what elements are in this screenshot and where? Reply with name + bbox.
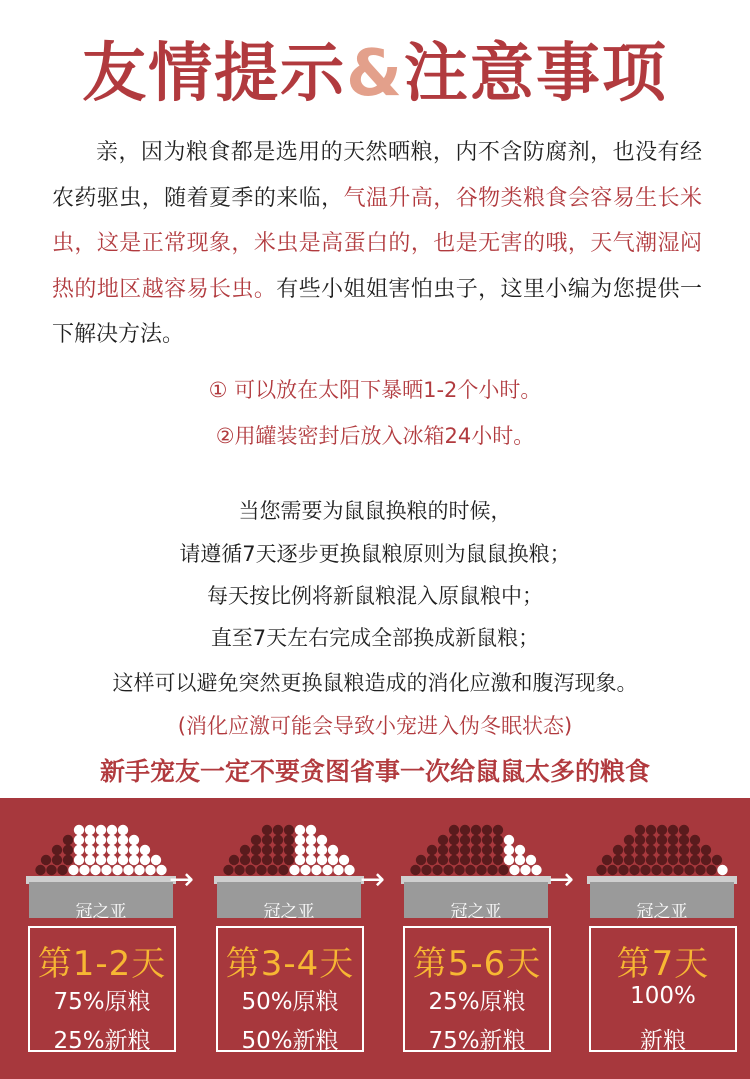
new-food-pellet [646, 825, 656, 835]
new-food-pellet [493, 855, 503, 865]
new-food-pellet [229, 855, 239, 865]
old-food-pellet [96, 825, 106, 835]
old-food-pellet [74, 835, 84, 845]
new-food-pellet [284, 835, 294, 845]
old-food-pellet [145, 865, 155, 875]
new-food-pellet [646, 835, 656, 845]
new-food-pellet [613, 855, 623, 865]
old-food-pellet [295, 835, 305, 845]
old-food-pellet [107, 825, 117, 835]
old-food-pellet [520, 865, 530, 875]
new-food-pellet [410, 865, 420, 875]
new-food-pellet [52, 845, 62, 855]
new-food-pellet [493, 825, 503, 835]
new-food-pellet [284, 845, 294, 855]
new-food-pellet [427, 845, 437, 855]
new-food-pellet [679, 835, 689, 845]
arrow-right-icon: → [549, 862, 575, 897]
new-food-pellet [438, 855, 448, 865]
step-day: 第5-6天 [412, 944, 542, 984]
old-food-pellet [96, 835, 106, 845]
step-old-ratio: 25%原粮 [428, 989, 526, 1015]
step-old-ratio: 100% [630, 983, 696, 1009]
new-food-pellet [635, 855, 645, 865]
new-food-pellet [602, 855, 612, 865]
new-food-pellet [427, 855, 437, 865]
old-food-pellet [140, 855, 150, 865]
new-food-pellet [240, 855, 250, 865]
step-old-ratio: 50%原粮 [241, 989, 339, 1015]
new-food-pellet [465, 865, 475, 875]
old-food-pellet [311, 865, 321, 875]
new-food-pellet [701, 855, 711, 865]
new-food-pellet [284, 855, 294, 865]
new-food-pellet [493, 835, 503, 845]
old-food-pellet [74, 825, 84, 835]
bin-label: 冠之亚 [450, 902, 502, 922]
old-food-pellet [328, 845, 338, 855]
old-food-pellet [118, 845, 128, 855]
new-food-pellet [262, 845, 272, 855]
old-food-pellet [129, 835, 139, 845]
new-food-pellet [673, 865, 683, 875]
new-food-pellet [273, 835, 283, 845]
new-food-pellet [657, 855, 667, 865]
bin-label: 冠之亚 [263, 902, 315, 922]
warning-heading: 新手宠友一定不要贪图省事一次给鼠鼠太多的粮食 [99, 757, 650, 786]
old-food-pellet [85, 855, 95, 865]
new-food-pellet [460, 855, 470, 865]
new-food-pellet [695, 865, 705, 875]
new-food-pellet [668, 855, 678, 865]
old-food-pellet [526, 855, 536, 865]
new-food-pellet [471, 825, 481, 835]
new-food-pellet [284, 825, 294, 835]
new-food-pellet [690, 855, 700, 865]
old-food-pellet [322, 865, 332, 875]
old-food-pellet [79, 865, 89, 875]
new-food-pellet [493, 845, 503, 855]
old-food-pellet [306, 845, 316, 855]
new-food-pellet [251, 835, 261, 845]
new-food-pellet [487, 865, 497, 875]
old-food-pellet [317, 845, 327, 855]
new-food-pellet [471, 835, 481, 845]
tip-item-2: ②用罐装密封后放入冰箱24小时。 [215, 424, 535, 448]
new-food-pellet [449, 855, 459, 865]
new-food-pellet [35, 865, 45, 875]
new-food-pellet [262, 855, 272, 865]
old-food-pellet [96, 845, 106, 855]
new-food-pellet [651, 865, 661, 875]
new-food-pellet [273, 825, 283, 835]
old-food-pellet [68, 865, 78, 875]
new-food-pellet [449, 835, 459, 845]
transition-panel [0, 798, 750, 1079]
step-day: 第3-4天 [225, 944, 355, 984]
new-food-pellet [668, 845, 678, 855]
old-food-pellet [317, 855, 327, 865]
old-food-pellet [151, 855, 161, 865]
new-food-pellet [438, 835, 448, 845]
new-food-pellet [471, 845, 481, 855]
old-food-pellet [140, 845, 150, 855]
old-food-pellet [85, 845, 95, 855]
old-food-pellet [107, 835, 117, 845]
intro-paragraph [52, 130, 702, 358]
old-food-pellet [101, 865, 111, 875]
old-food-pellet [317, 835, 327, 845]
old-food-pellet [509, 865, 519, 875]
instruction-line-1: 当您需要为鼠鼠换粮的时候， [238, 499, 512, 523]
new-food-pellet [63, 855, 73, 865]
old-food-pellet [118, 825, 128, 835]
old-food-pellet [85, 835, 95, 845]
arrow-right-icon: → [360, 862, 386, 897]
new-food-pellet [454, 865, 464, 875]
instruction-line-3: 每天按比例将新鼠粮混入原鼠粮中； [207, 584, 543, 608]
new-food-pellet [640, 865, 650, 875]
new-food-pellet [460, 845, 470, 855]
new-food-pellet [438, 845, 448, 855]
old-food-pellet [156, 865, 166, 875]
food-bin-4 [577, 822, 747, 922]
old-food-pellet [339, 855, 349, 865]
old-food-pellet [289, 865, 299, 875]
old-food-pellet [118, 855, 128, 865]
new-food-pellet [712, 855, 722, 865]
old-food-pellet [129, 855, 139, 865]
old-food-pellet [717, 865, 727, 875]
old-food-pellet [328, 855, 338, 865]
step-info-box [403, 926, 551, 1052]
old-food-pellet [504, 855, 514, 865]
new-food-pellet [624, 835, 634, 845]
new-food-pellet [63, 845, 73, 855]
old-food-pellet [96, 855, 106, 865]
step-new-ratio: 50%新粮 [241, 1028, 339, 1054]
page-title [0, 22, 750, 114]
note-text: (消化应激可能会导致小宠进入伪冬眠状态) [177, 714, 573, 738]
old-food-pellet [515, 845, 525, 855]
new-food-pellet [443, 865, 453, 875]
tip-item-1: ① 可以放在太阳下暴晒1-2个小时。 [208, 378, 542, 402]
new-food-pellet [256, 865, 266, 875]
new-food-pellet [613, 845, 623, 855]
old-food-pellet [129, 845, 139, 855]
new-food-pellet [662, 865, 672, 875]
old-food-pellet [118, 835, 128, 845]
new-food-pellet [684, 865, 694, 875]
new-food-pellet [618, 865, 628, 875]
new-food-pellet [449, 845, 459, 855]
instruction-line-2: 请遵循7天逐步更换鼠粮原则为鼠鼠换粮； [179, 542, 571, 566]
new-food-pellet [46, 865, 56, 875]
old-food-pellet [85, 825, 95, 835]
step-day: 第7天 [616, 944, 710, 984]
new-food-pellet [635, 825, 645, 835]
old-food-pellet [515, 855, 525, 865]
new-food-pellet [63, 835, 73, 845]
bin-label: 冠之亚 [75, 902, 127, 922]
new-food-pellet [690, 835, 700, 845]
old-food-pellet [295, 845, 305, 855]
new-food-pellet [482, 855, 492, 865]
old-food-pellet [531, 865, 541, 875]
old-food-pellet [295, 855, 305, 865]
new-food-pellet [273, 845, 283, 855]
step-info-box [589, 926, 737, 1052]
instruction-line-5: 这样可以避免突然更换鼠粮造成的消化应激和腹泻现象。 [112, 671, 638, 695]
new-food-pellet [449, 825, 459, 835]
new-food-pellet [416, 855, 426, 865]
new-food-pellet [657, 825, 667, 835]
new-food-pellet [657, 845, 667, 855]
new-food-pellet [498, 865, 508, 875]
step-info-box [28, 926, 176, 1052]
new-food-pellet [482, 835, 492, 845]
new-food-pellet [251, 845, 261, 855]
new-food-pellet [267, 865, 277, 875]
new-food-pellet [262, 835, 272, 845]
title-rest: 注意事项 [403, 37, 668, 111]
new-food-pellet [646, 855, 656, 865]
new-food-pellet [690, 845, 700, 855]
old-food-pellet [107, 855, 117, 865]
new-food-pellet [679, 855, 689, 865]
new-food-pellet [635, 845, 645, 855]
title-main: 友情提示 [82, 37, 347, 111]
old-food-pellet [74, 855, 84, 865]
new-food-pellet [596, 865, 606, 875]
arrow-right-icon: → [169, 862, 195, 897]
old-food-pellet [74, 845, 84, 855]
new-food-pellet [668, 835, 678, 845]
new-food-pellet [646, 845, 656, 855]
old-food-pellet [300, 865, 310, 875]
old-food-pellet [306, 855, 316, 865]
old-food-pellet [112, 865, 122, 875]
old-food-pellet [306, 825, 316, 835]
new-food-pellet [624, 855, 634, 865]
bin-label: 冠之亚 [636, 902, 688, 922]
new-food-pellet [679, 845, 689, 855]
new-food-pellet [240, 845, 250, 855]
old-food-pellet [295, 825, 305, 835]
new-food-pellet [482, 845, 492, 855]
new-food-pellet [482, 825, 492, 835]
title-ampersand: & [346, 37, 404, 111]
old-food-pellet [504, 845, 514, 855]
old-food-pellet [333, 865, 343, 875]
old-food-pellet [344, 865, 354, 875]
new-food-pellet [262, 825, 272, 835]
new-food-pellet [635, 835, 645, 845]
step-new-ratio: 25%新粮 [53, 1028, 151, 1054]
new-food-pellet [245, 865, 255, 875]
new-food-pellet [629, 865, 639, 875]
new-food-pellet [251, 855, 261, 865]
old-food-pellet [504, 835, 514, 845]
intro-part3: 有些小姐姐害怕虫子，这里小编为您提供一下解决方法。 [52, 276, 702, 347]
old-food-pellet [90, 865, 100, 875]
new-food-pellet [460, 825, 470, 835]
new-food-pellet [657, 835, 667, 845]
new-food-pellet [471, 855, 481, 865]
new-food-pellet [679, 825, 689, 835]
food-bin-2 [204, 822, 374, 922]
new-food-pellet [234, 865, 244, 875]
step-new-ratio: 75%新粮 [428, 1028, 526, 1054]
old-food-pellet [134, 865, 144, 875]
new-food-pellet [476, 865, 486, 875]
step-old-ratio: 75%原粮 [53, 989, 151, 1015]
food-bin-1 [16, 822, 186, 922]
instruction-line-4: 直至7天左右完成全部换成新鼠粮； [210, 626, 540, 650]
new-food-pellet [223, 865, 233, 875]
new-food-pellet [57, 865, 67, 875]
step-info-box [216, 926, 364, 1052]
step-new-ratio: 新粮 [640, 1028, 686, 1054]
intro-part2-highlight: 气温升高，谷物类粮食会容易生长米虫，这是正常现象，米虫是高蛋白的，也是无害的哦，天气潮湿闷热的地区越容易长虫。 [52, 185, 702, 302]
new-food-pellet [607, 865, 617, 875]
new-food-pellet [421, 865, 431, 875]
step-day: 第1-2天 [37, 944, 167, 984]
new-food-pellet [432, 865, 442, 875]
food-bin-3 [391, 822, 561, 922]
new-food-pellet [706, 865, 716, 875]
intro-part1: 亲，因为粮食都是选用的天然晒粮，内不含防腐剂，也没有经农药驱虫，随着夏季的来临， [52, 140, 702, 211]
new-food-pellet [273, 855, 283, 865]
old-food-pellet [123, 865, 133, 875]
new-food-pellet [460, 835, 470, 845]
new-food-pellet [41, 855, 51, 865]
new-food-pellet [701, 845, 711, 855]
new-food-pellet [624, 845, 634, 855]
new-food-pellet [668, 825, 678, 835]
new-food-pellet [52, 855, 62, 865]
new-food-pellet [278, 865, 288, 875]
old-food-pellet [107, 845, 117, 855]
old-food-pellet [306, 835, 316, 845]
